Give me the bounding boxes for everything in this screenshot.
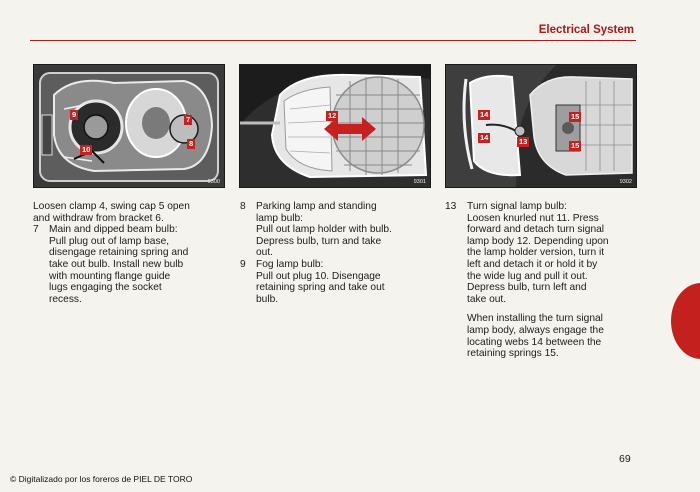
callout-label: 15 [571,141,580,150]
step-line: Depress bulb, turn left and [467,282,587,294]
callout-label: 14 [480,110,489,119]
step-number: 8 [240,201,246,212]
callout-label: 13 [519,137,528,146]
step-line: take out. [467,293,507,305]
step-line: the wide lug and pull it out. [467,270,588,282]
text-column-3 [445,201,645,360]
intro-line: and withdraw from bracket 6. [33,212,164,224]
step-line: forward and detach turn signal [467,224,605,236]
step-8 [240,201,430,259]
copyright-notice: © Digitalizado por los foreros de PIEL DE TORO [10,474,193,484]
intro-line: Loosen clamp 4, swing cap 5 open [33,201,190,212]
note-line: retaining springs 15. [467,348,559,360]
note-line: locating webs 14 between the [467,336,602,348]
step-line: Turn signal lamp bulb: [467,201,567,212]
header-rule [30,40,636,41]
step-9 [240,259,430,305]
step-line: Parking lamp and standing [256,201,377,212]
step-line: Pull out lamp holder with bulb. [256,224,392,236]
callout-label: 12 [328,111,337,120]
step-line: retaining spring and take out [256,282,385,294]
callout-label: 15 [571,112,580,121]
step-line: disengage retaining spring and [49,247,189,259]
step-line: lamp body 12. Depending upon [467,235,609,247]
step-line: take out bulb. Install new bulb [49,258,184,270]
step-line: out. [256,247,273,259]
section-thumb-tab [671,283,700,359]
note-line: lamp body, always engage the [467,324,604,336]
callout-label: 10 [82,145,91,154]
text-column-2 [240,201,430,305]
step-line: Pull plug out of lamp base, [49,235,170,247]
figure-turn-signal [445,64,637,188]
note-line: When installing the turn signal [467,313,603,325]
figure-headlamp-front [239,64,431,188]
step-line: lugs engaging the socket [49,282,162,294]
step-line: the lamp holder version, turn it [467,247,605,259]
page-number: 69 [619,453,631,465]
step-line: Pull out plug 10. Disengage [256,270,381,282]
step-13 [445,201,645,360]
step-line: Fog lamp bulb: [256,258,324,270]
step-number: 9 [240,258,246,270]
step-line: left and detach it or hold it by [467,258,598,270]
step-line: recess. [49,293,82,305]
step-number: 13 [445,201,457,212]
figure-headlamp-rear [33,64,225,188]
figure-number: 9302 [619,179,632,185]
step-line: Depress bulb, turn and take [256,235,382,247]
step-7 [33,224,233,305]
callout-label: 14 [480,133,489,142]
callout-label: 7 [186,115,191,124]
callout-label: 8 [189,139,194,148]
step-line: with mounting flange guide [49,270,171,282]
figure-number: 9300 [207,179,220,185]
step-line: Loosen knurled nut 11. Press [467,212,599,224]
step-line: lamp bulb: [256,212,304,224]
step-line: bulb. [256,293,279,305]
figure-number: 9301 [413,179,426,185]
section-title: Electrical System [538,24,634,36]
step-number: 7 [33,224,39,236]
step-line: Main and dipped beam bulb: [49,224,178,236]
callout-label: 9 [72,110,77,119]
text-column-1 [33,201,233,305]
